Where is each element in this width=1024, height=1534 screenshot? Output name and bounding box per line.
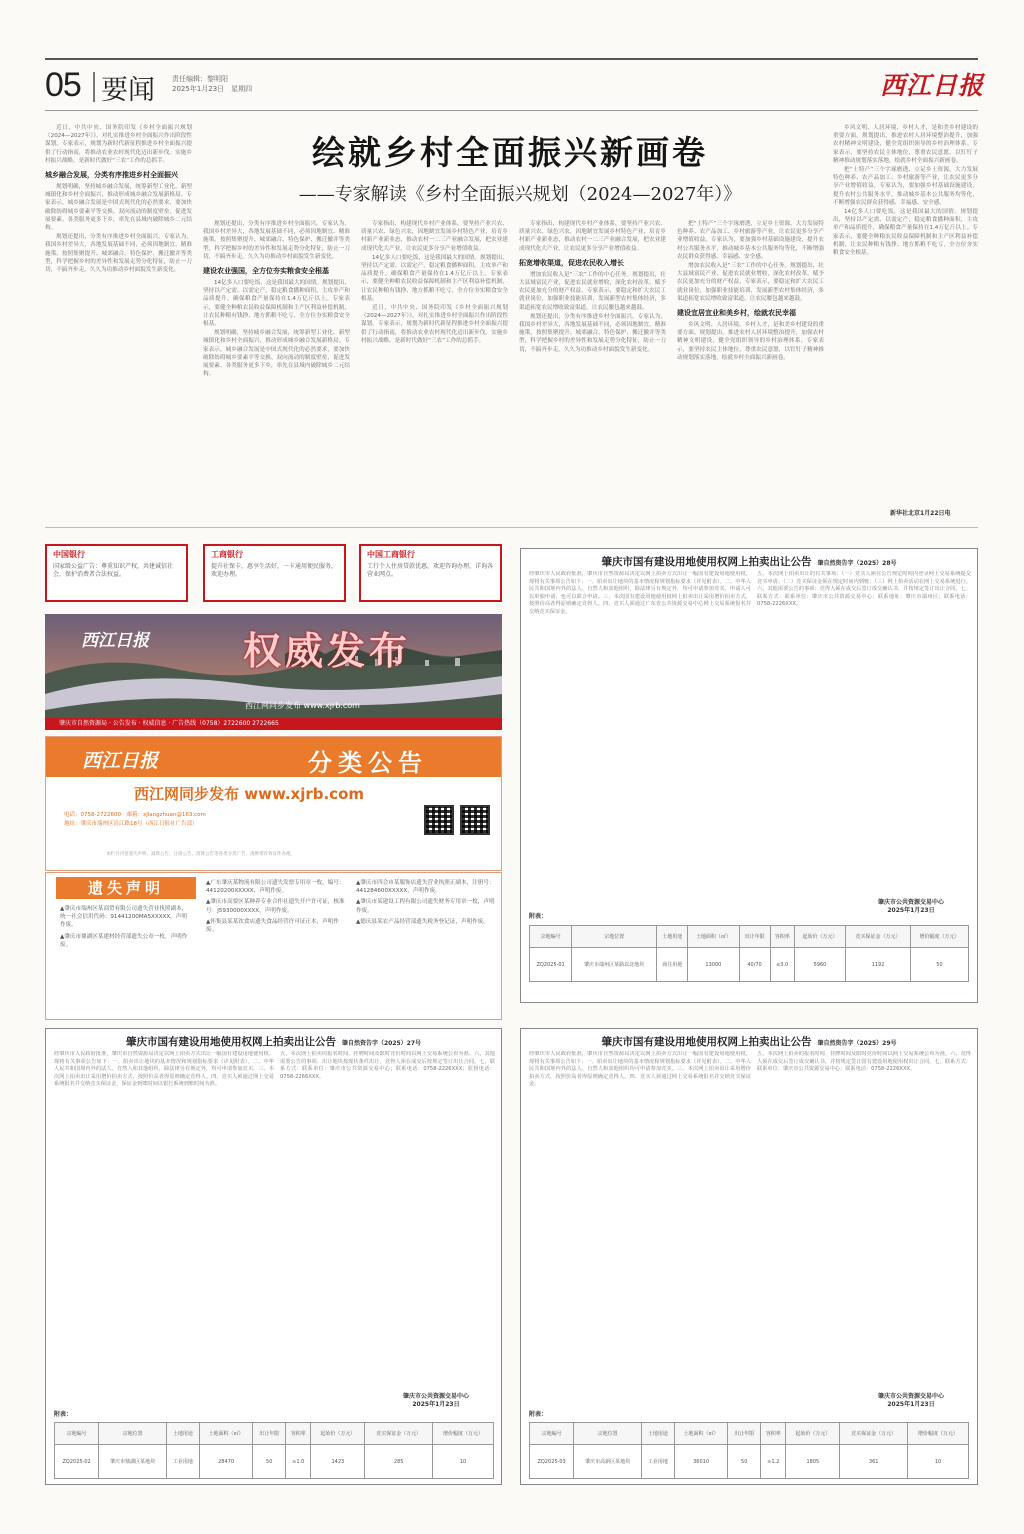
table-cell: 肇庆市端州区某路以北地块 [572, 948, 657, 982]
table-cell: 肇庆市高新区某地块 [574, 1445, 642, 1479]
table-label: 附表： [529, 1411, 548, 1418]
table-cell: 1423 [311, 1445, 365, 1479]
date-line: 2025年1月23日 星期四 [172, 85, 253, 93]
notice-signer: 肇庆市公共资源交易中心 [877, 1393, 944, 1400]
table-row [530, 948, 969, 982]
notice-title [521, 1034, 977, 1049]
notice-body-right: 五、本次网上拍卖的报名时间、挂牌时间及限时竞价时间以网上交易系统公布为准。六、竞得人须在成交后签订成交确认书，并按规定签订国有建设用地使用权出让合同。七、联系方式：联系单位：肇庆市公共资源交易中心；联系电话：0758-2226XXX。 [757, 1051, 971, 1073]
header-rule [45, 110, 978, 111]
notice-title [521, 554, 977, 569]
bank-ad-1 [45, 544, 188, 602]
article-paragraph: 近日，中共中央、国务院印发《乡村全面振兴规划（2024—2027年）》，对扎实推进乡村全面振兴作出阶段性谋划。专家表示，规划为新时代新征程推进乡村全面振兴提供了行动指南，将推动农业农村现代化迈出新步伐。实施乡村振兴战略，是新时代做好“三农”工作的总抓手。 [45, 125, 192, 164]
notice-body-left: 经肇庆市人民政府批准，肇庆市自然资源局决定以网上拍卖方式出让一幅国有建设用地使用权。现将有关事项公告如下：一、拍卖出让地块的基本情况和规划指标要求（详见附表）。二、中华人民共和国境内外的法人、自然人和其他组织，除法律另有规定外，均可申请参加竞买。三、本次网上拍卖出让采用增价拍卖方式，按照价高者得原则确定竞得人。四、竞买人须通过网上交易系统报名并交纳竞买保证金，保证金到账时间以银行系统到账时间为准。 [54, 1051, 274, 1088]
table-header: 宗地位置 [574, 1423, 642, 1445]
qr-code-icon [424, 805, 454, 835]
lost-column-1 [60, 905, 192, 1015]
land-parcel-table [529, 925, 969, 982]
lost-item: ▲广东肇庆某物流有限公司遗失发票专用章一枚，编号：44120200XXXXX，声明作废。 [206, 880, 345, 895]
land-parcel-table [529, 1422, 969, 1479]
article-paragraph: 乡风文明、人居环境、乡村人才，是和美乡村建设的重要方面。规划提出，推进农村人居环境整治提升，加强农村精神文明建设，健全党组织领导的乡村治理体系。专家表示，要坚持农民主体地位，尊重农民意愿，以钉钉子精神推动规划落实落地，绘就乡村全面振兴新画卷。 [677, 322, 824, 361]
article-subheading: 建设农业强国，全方位夯实粮食安全根基 [203, 267, 329, 276]
table-header: 宗地位置 [99, 1423, 167, 1445]
notice-signature [376, 1393, 496, 1409]
table-cell: 5960 [794, 948, 845, 982]
table-cell: 商住用地 [657, 948, 688, 982]
table-header: 容积率 [285, 1423, 310, 1445]
table-cell: 肇庆市鼎湖区某地块 [99, 1445, 167, 1479]
article-rule [45, 527, 978, 528]
table-row [55, 1445, 494, 1479]
banner-logo: 西江日报 [81, 631, 149, 651]
table-header: 土地面积（㎡） [674, 1423, 728, 1445]
table-header: 增价幅度（万元） [910, 926, 968, 948]
table-header: 竞买保证金（万元） [365, 1423, 433, 1445]
classified-contact [64, 811, 424, 829]
notice-date: 2025年1月23日 [887, 907, 935, 914]
table-header: 土地面积（㎡） [688, 926, 739, 948]
lost-column-3 [356, 879, 496, 1015]
table-header: 土地用途 [167, 1423, 200, 1445]
notice-body-left: 经肇庆市人民政府批准，肇庆市自然资源局决定以网上拍卖方式出让一幅国有建设用地使用权。现将有关事项公告如下：一、拍卖出让地块的基本情况和规划指标要求（详见附表）。二、中华人民共和国境内外的法人、自然人和其他组织均可申请参加竞买。三、本次网上拍卖出让采用增价拍卖方式，按照价高者得原则确定竞得人。四、竞买人须通过网上交易系统报名并交纳竞买保证金。 [529, 1051, 751, 1088]
lost-item: ▲肇庆市鼎湖区某建材经营部遗失公章一枚，声明作废。 [60, 933, 188, 948]
classified-ads-header [45, 736, 502, 871]
table-cell: 工业用地 [642, 1445, 675, 1479]
notice-signature [851, 1393, 971, 1409]
table-header: 容积率 [760, 1423, 785, 1445]
bank-name: 中国工商银行 [367, 550, 415, 559]
notice-body-left: 经肇庆市人民政府批准，肇庆市自然资源局决定以网上拍卖方式出让一幅国有建设用地使用权。现将有关事项公告如下：一、拍卖出让地块的基本情况和规划指标要求（详见附表）。二、中华人民共和国境内外的法人、自然人和其他组织，除法律另有规定外，均可申请参加竞买，申请人可以单独申请，也可以联合申请。三、本次国有建设用地使用权网上拍卖出让采用增价拍卖方式，按照价高者得原则确定竞得人。四、竞买人须通过广东省公共资源交易中心网上交易系统报名并交纳竞买保证金。 [529, 571, 751, 615]
article-paragraph: 把“土特产”三个字琢磨透，立足乡土资源，大力发展特色种养、农产品加工、乡村旅游等产业，让农民更多分享产业增值收益。专家认为，要加强乡村基础设施建设，提升农村公共服务水平，推动城乡基本公共服务均等化，不断增强农民群众获得感、幸福感、安全感。 [677, 221, 824, 260]
article-paragraph: 规划还提出，分类有序推进乡村全面振兴。专家认为，我国乡村差异大，各地发展基础不同，必须因地制宜、精准施策，按照集聚提升、城郊融合、特色保护、搬迁撤并等类型，科学把握乡村的差异性和发展走势分化特征，防止一刀切，不搞齐步走，久久为功推动乡村面貌发生新变化。 [519, 313, 666, 353]
bank-ad-3 [359, 544, 502, 602]
table-label: 附表： [529, 913, 548, 920]
table-cell: 50 [728, 1445, 761, 1479]
table-cell: 36010 [674, 1445, 728, 1479]
notice-date: 2025年1月23日 [412, 1401, 460, 1408]
article-subtitle: ——专家解读《乡村全面振兴规划（2024—2027年）》 [298, 184, 742, 205]
article-column-5 [677, 220, 824, 520]
table-header: 土地用途 [642, 1423, 675, 1445]
classified-address: 地址：肇庆市端州区沿江路18号（西江日报社广告部） [64, 821, 198, 827]
article-paragraph: 规划明确，坚持城乡融合发展，统筹新型工业化、新型城镇化和乡村全面振兴，推动形成城乡融合发展新格局。专家表示，城乡融合发展是中国式现代化的必然要求，要加快破除妨碍城乡要素平等交换、双向流动的制度壁垒，促进发展要素、各类服务更多下乡，率先在县域内破除城乡二元结构。 [203, 330, 350, 378]
table-cell: 50 [253, 1445, 286, 1479]
editor-line: 责任编辑：黎明阳 [172, 75, 228, 83]
classified-fine-print: 本栏目刊登遗失声明、减资公告、注销公告、清算公告等各类分类广告，请携带有效证件办理。 [106, 852, 295, 857]
lost-item: ▲肇庆市四会市某服饰店遗失营业执照正副本，注册号：441284600XXXXX，声明作废。 [356, 880, 495, 895]
table-header-row [530, 1423, 969, 1445]
lost-item: ▲怀集县某某饮食店遗失食品经营许可证正本，声明作废。 [206, 918, 339, 934]
table-header: 起始价（万元） [794, 926, 845, 948]
bank-name: 中国银行 [53, 550, 85, 559]
table-cell: 361 [840, 1445, 908, 1479]
lost-item: ▲肇庆市某建设工程有限公司遗失财务专用章一枚，声明作废。 [356, 899, 495, 914]
table-cell: 40/70 [739, 948, 770, 982]
classified-title: 分类公告 [308, 749, 428, 777]
table-header: 宗地编号 [530, 926, 572, 948]
land-auction-notice-right [520, 548, 978, 1003]
article-paragraph: 乡风文明、人居环境、乡村人才，是和美乡村建设的重要方面。规划提出，推进农村人居环境整治提升，加强农村精神文明建设，健全党组织领导的乡村治理体系。专家表示，要坚持农民主体地位，尊重农民意愿，以钉钉子精神推动规划落实落地，绘就乡村全面振兴新画卷。 [833, 125, 978, 164]
table-header: 起始价（万元） [311, 1423, 365, 1445]
article-paragraph: 专家指出，构建现代乡村产业体系，要坚持产业兴农、质量兴农、绿色兴农，因地制宜发展乡村特色产业，培育乡村新产业新业态，推动农村一二三产业融合发展，把农业建成现代化大产业，让农民更多分享产业增值收益。 [361, 221, 508, 252]
article-paragraph: 规划明确，坚持城乡融合发展，统筹新型工业化、新型城镇化和乡村全面振兴，推动形成城乡融合发展新格局。专家表示，城乡融合发展是中国式现代化的必然要求，要加快破除妨碍城乡要素平等交换、双向流动的制度壁垒，促进发展要素、各类服务更多下乡，率先在县域内破除城乡二元结构。 [45, 184, 192, 232]
article-title: 绘就乡村全面振兴新画卷 [312, 133, 708, 172]
page-number: 05 [45, 66, 81, 104]
classified-phone: 电话：0758-2722600 邮箱：xjlangzhuan@163.com [64, 812, 206, 818]
ad-text: 工行个人住房贷款优惠，欢迎咨询办理，详询各营业网点。 [367, 563, 494, 578]
article-subheading: 城乡融合发展，分类有序推进乡村全面振兴 [45, 171, 178, 180]
table-cell: 1805 [786, 1445, 840, 1479]
top-rule [45, 58, 978, 60]
notice-signer: 肇庆市公共资源交易中心 [877, 899, 944, 906]
qr-code-icon [460, 805, 490, 835]
land-parcel-table [54, 1422, 494, 1479]
classified-title-bar [46, 737, 501, 777]
banner-title: 权威发布 [243, 628, 412, 673]
lost-item: ▲肇庆市高要区某种养专业合作社遗失开户许可证，核准号：J5930000XXXX，声明作废。 [206, 899, 345, 914]
section-title: 要闻 [101, 75, 155, 106]
lost-item: ▲肇庆市端州区某商贸有限公司遗失营业执照副本，统一社会信用代码：91441200MA5XXXXX，声明作废。 [60, 906, 188, 929]
ad-text: 国家级公益广告：尊重知识产权，共建诚信社会，保护消费者合法权益。 [53, 563, 174, 578]
editor-info [172, 74, 252, 94]
table-header: 宗地编号 [55, 1423, 99, 1445]
table-header: 宗地编号 [530, 1423, 574, 1445]
article-column-3 [361, 220, 508, 520]
table-cell: 13000 [688, 948, 739, 982]
notice-body-right: 五、本次网上拍卖出让的有关事项：（一）竞买人须在公告规定时间内登录网上交易系统提交竞买申请；（二）竞买保证金须在规定时间内到账；（三）网上拍卖活动在网上交易系统进行。六、其他需要公告的事项：竞得人须在成交后签订成交确认书，并按规定签订出让合同。七、联系方式：联系单位：肇庆市公共资源交易中心；联系地址：肇庆市端州区；联系电话：0758-2226XXX。 [757, 571, 971, 608]
classified-logo: 西江日报 [82, 750, 159, 772]
notice-title [46, 1034, 501, 1049]
table-cell: 10 [908, 1445, 969, 1479]
table-header: 容积率 [770, 926, 794, 948]
article-subheading: 建设宜居宜业和美乡村，绘就农民幸福 [677, 309, 796, 318]
authority-release-banner [45, 614, 502, 730]
notice-number: 肇自然资告字（2025）29号 [817, 1040, 897, 1047]
notice-body-right: 五、本次网上拍卖的报名时间、挂牌时间及限时竞价时间以网上交易系统公布为准。六、其他需要公告的事项：出让地块按现状条件出让，竞得人须在成交后按规定签订出让合同。七、联系方式：联系单位：肇庆市公共资源交易中心；联系电话：0758-2226XXX；监督电话：0758-2266XXX。 [280, 1051, 495, 1080]
article-paragraph: 把“土特产”三个字琢磨透，立足乡土资源，大力发展特色种养、农产品加工、乡村旅游等产业，让农民更多分享产业增值收益。专家认为，要加强乡村基础设施建设，提升农村公共服务水平，推动城乡基本公共服务均等化，不断增强农民群众获得感、幸福感、安全感。 [833, 167, 978, 206]
notice-number: 肇自然资告字（2025）28号 [817, 560, 897, 567]
table-row [530, 1445, 969, 1479]
article-paragraph: 近日，中共中央、国务院印发《乡村全面振兴规划（2024—2027年）》，对扎实推进乡村全面振兴作出阶段性谋划。专家表示，规划为新时代新征程推进乡村全面振兴提供了行动指南，将推动农业农村现代化迈出新步伐。实施乡村振兴战略，是新时代做好“三农”工作的总抓手。 [361, 305, 508, 344]
notice-title-text: 肇庆市国有建设用地使用权网上拍卖出让公告 [601, 556, 812, 568]
masthead-logo: 西江日报 [880, 71, 985, 100]
table-cell: 10 [433, 1445, 494, 1479]
classified-website: 西江网同步发布 www.xjrb.com [134, 785, 365, 803]
article-column-1 [45, 124, 192, 519]
article-paragraph: 规划还提出，分类有序推进乡村全面振兴。专家认为，我国乡村差异大，各地发展基础不同，必须因地制宜、精准施策，按照集聚提升、城郊融合、特色保护、搬迁撤并等类型，科学把握乡村的差异性和发展走势分化特征，防止一刀切，不搞齐步走，久久为功推动乡村面貌发生新变化。 [203, 221, 350, 260]
article-paragraph: 专家指出，构建现代乡村产业体系，要坚持产业兴农、质量兴农、绿色兴农，因地制宜发展乡村特色产业，培育乡村新产业新业态，推动农村一二三产业融合发展，把农业建成现代化大产业，让农民更多分享产业增值收益。 [519, 221, 666, 252]
notice-title-text: 肇庆市国有建设用地使用权网上拍卖出让公告 [125, 1036, 336, 1048]
table-header: 出让年限 [253, 1423, 286, 1445]
table-header: 土地面积（㎡） [199, 1423, 253, 1445]
notice-number: 肇自然资告字（2025）27号 [341, 1040, 422, 1047]
lost-item: ▲德庆县某农产品经营部遗失税务登记证，声明作废。 [356, 918, 489, 925]
table-header: 土地用途 [657, 926, 688, 948]
table-cell: 工业用地 [167, 1445, 200, 1479]
bank-name: 工商银行 [211, 550, 243, 559]
table-header: 竞买保证金（万元） [846, 926, 911, 948]
table-header: 起始价（万元） [786, 1423, 840, 1445]
table-header: 宗地位置 [572, 926, 657, 948]
article-paragraph: 增加农民收入是“三农”工作的中心任务。规划提出，壮大县域富民产业，促进农民就业增收，深化农村改革，赋予农民更加充分的财产权益。专家表示，要稳定和扩大农民工就业岗位，加强职业技能培训，发展新型农村集体经济，多渠道拓宽农民增收致富渠道，让农民腰包越来越鼓。 [519, 271, 666, 311]
table-header: 竞买保证金（万元） [840, 1423, 908, 1445]
table-cell: ≤3.0 [770, 948, 794, 982]
table-cell: 28470 [199, 1445, 253, 1479]
header-separator [93, 72, 95, 102]
table-header: 出让年限 [739, 926, 770, 948]
table-cell: ZQ2025-03 [530, 1445, 574, 1479]
article-paragraph: 增加农民收入是“三农”工作的中心任务。规划提出，壮大县域富民产业，促进农民就业增收，深化农村改革，赋予农民更加充分的财产权益。专家表示，要稳定和扩大农民工就业岗位，加强职业技能培训，发展新型农村集体经济，多渠道拓宽农民增收致富渠道，让农民腰包越来越鼓。 [677, 263, 824, 302]
article-paragraph: 14亿多人口要吃饭，这是我国最大的国情。规划提出，坚持以产定需、以需定产，稳定粮食播种面积，主攻单产和品质提升，确保粮食产量保持在1.4万亿斤以上。专家表示，要健全种粮农民收益保障机制和主产区利益补偿机制，让农民种粮有钱挣、地方抓粮不吃亏，全方位夯实粮食安全根基。 [361, 254, 508, 302]
land-auction-notice-bottom-left [45, 1028, 502, 1485]
article-paragraph: 14亿多人口要吃饭，这是我国最大的国情。规划提出，坚持以产定需、以需定产，稳定粮食播种面积，主攻单产和品质提升，确保粮食产量保持在1.4万亿斤以上。专家表示，要健全种粮农民收益保障机制和主产区利益补偿机制，让农民种粮有钱挣、地方抓粮不吃亏，全方位夯实粮食安全根基。 [833, 209, 978, 257]
notice-date: 2025年1月23日 [887, 1401, 935, 1408]
land-auction-notice-bottom-right [520, 1028, 978, 1485]
table-cell: ZQ2025-01 [530, 948, 572, 982]
table-cell: 285 [365, 1445, 433, 1479]
article-paragraph: 规划还提出，分类有序推进乡村全面振兴。专家认为，我国乡村差异大，各地发展基础不同，必须因地制宜、精准施策，按照集聚提升、城郊融合、特色保护、搬迁撤并等类型，科学把握乡村的差异性和发展走势分化特征，防止一刀切，不搞齐步走，久久为功推动乡村面貌发生新变化。 [45, 234, 192, 274]
lost-notice-label: 遗失声明 [56, 877, 196, 899]
notice-title-text: 肇庆市国有建设用地使用权网上拍卖出让公告 [601, 1036, 812, 1048]
banner-info-strip: 肇庆市自然资源局 · 公告发布 · 权威信息 · 广告热线（0758）2722600 2722665 [45, 718, 502, 730]
table-label: 附表： [54, 1411, 73, 1418]
banner-website: 西江网同步发布 www.xjrb.com [245, 701, 360, 710]
notice-signer: 肇庆市公共资源交易中心 [402, 1393, 469, 1400]
table-cell: 1192 [846, 948, 911, 982]
table-header-row [530, 926, 969, 948]
table-header: 增价幅度（万元） [908, 1423, 969, 1445]
table-cell: ≥1.2 [760, 1445, 785, 1479]
notice-signature [851, 899, 971, 915]
table-header: 出让年限 [728, 1423, 761, 1445]
bank-ad-2 [203, 544, 346, 602]
article-column-4 [519, 220, 666, 520]
table-cell: ZQ2025-02 [55, 1445, 99, 1479]
table-cell: 50 [910, 948, 968, 982]
table-cell: ≥1.0 [285, 1445, 310, 1479]
article-subheading: 拓宽增收渠道，促进农民收入增长 [519, 258, 624, 267]
article-paragraph: 14亿多人口要吃饭，这是我国最大的国情。规划提出，坚持以产定需、以需定产，稳定粮食播种面积，主攻单产和品质提升，确保粮食产量保持在1.4万亿斤以上。专家表示，要健全种粮农民收益保障机制和主产区利益补偿机制，让农民种粮有钱挣、地方抓粮不吃亏，全方位夯实粮食安全根基。 [203, 280, 350, 328]
table-header: 增价幅度（万元） [433, 1423, 494, 1445]
lost-column-2 [206, 879, 346, 1015]
ad-text: 提升社保卡，惠享生活好，一卡通用便民服务，欢迎办理。 [211, 563, 338, 578]
lost-notices [45, 872, 502, 1020]
table-header-row [55, 1423, 494, 1445]
article-column-6 [833, 124, 978, 504]
article-byline: 新华社北京1月22日电 [890, 510, 951, 517]
article-column-2 [203, 220, 350, 520]
